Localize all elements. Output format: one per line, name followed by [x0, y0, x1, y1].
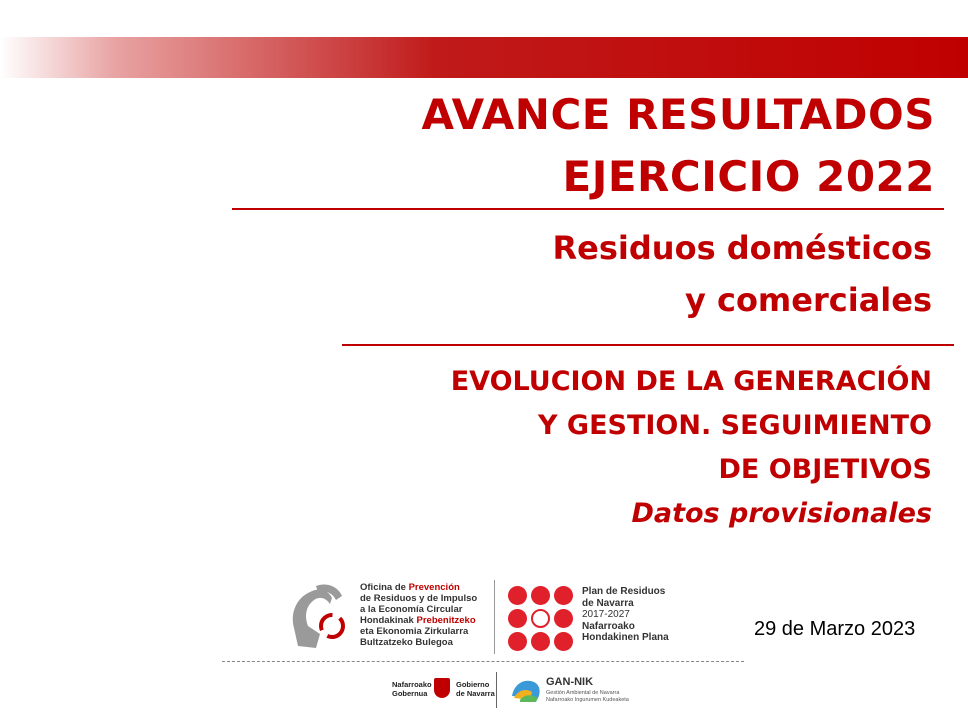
footer-logos [392, 672, 652, 712]
office-text-2: de Residuos y de Impulso [360, 593, 478, 604]
title-divider [232, 208, 944, 210]
section-line-4: Datos provisionales [631, 498, 932, 529]
gov-logo-text-es [456, 680, 495, 698]
main-title-line-2: EJERCICIO 2022 [562, 152, 935, 201]
section-line-2: Y GESTION. SEGUIMIENTO [537, 410, 932, 441]
gov-logo-text-eu [392, 680, 432, 698]
gannik-text-2: Nafarroako Ingurumen Kudeaketa [546, 697, 629, 703]
office-text-5: eta Ekonomia Zirkularra [360, 626, 469, 637]
office-text-4a: Hondakinak [360, 615, 417, 626]
section-heading [451, 360, 932, 536]
gannik-text-1: Gestión Ambiental de Navarra [546, 690, 620, 696]
footer-dashed-line [222, 661, 744, 662]
plan-text-3: 2017-2027 [582, 609, 630, 620]
section-line-1: EVOLUCION DE LA GENERACIÓN [450, 366, 932, 397]
gov-text-4: de Navarra [456, 689, 495, 698]
logos-row [286, 578, 706, 658]
gov-text-1: Nafarroako [392, 680, 432, 689]
gannik-name: GAN-NIK [546, 676, 594, 688]
subtitle-divider [342, 344, 954, 346]
office-logo-text [360, 582, 477, 648]
office-text-3: a la Economía Circular [360, 604, 463, 615]
office-text-1a: Oficina de [360, 582, 409, 593]
subtitle [553, 222, 932, 326]
plan-logo-text [582, 586, 669, 644]
presentation-date: 29 de Marzo 2023 [754, 618, 916, 640]
plan-text-4: Nafarroako [582, 620, 635, 632]
main-title-line-1: AVANCE RESULTADOS [421, 90, 935, 139]
plan-dots-icon [508, 586, 576, 652]
main-title [421, 84, 935, 208]
office-text-1b: Prevención [408, 582, 460, 593]
section-line-3: DE OBJETIVOS [718, 454, 932, 485]
subtitle-line-1: Residuos domésticos [552, 229, 932, 267]
subtitle-line-2: y comerciales [684, 281, 932, 319]
gannik-subtitle [546, 690, 629, 704]
footer-divider [496, 672, 497, 708]
office-text-4b: Prebenitzeko [416, 615, 476, 626]
gov-text-2: Gobernua [392, 689, 428, 698]
gannik-icon [510, 676, 542, 702]
plan-text-1: Plan de Residuos [582, 586, 666, 597]
header-gradient-band [0, 37, 968, 78]
hand-recycle-icon [286, 578, 356, 656]
navarra-shield-icon [434, 678, 450, 698]
plan-text-2: de Navarra [582, 597, 634, 609]
office-text-6: Bultzatzeko Bulegoa [360, 637, 453, 648]
logo-divider [494, 580, 495, 654]
plan-text-5: Hondakinen Plana [582, 632, 669, 643]
gov-text-3: Gobierno [456, 680, 490, 689]
